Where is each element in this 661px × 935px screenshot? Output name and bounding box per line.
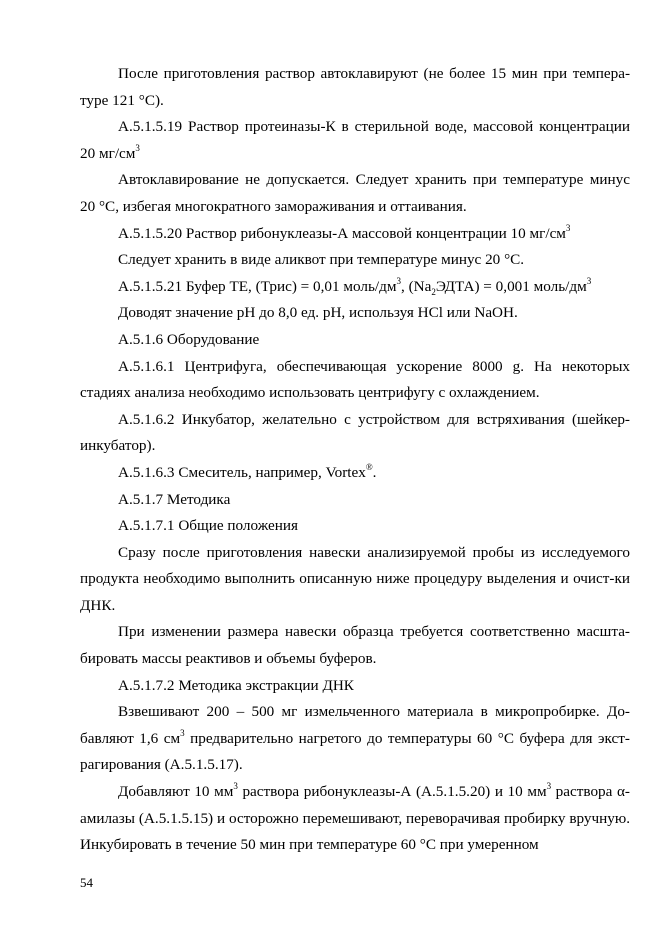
superscript: 3 (546, 781, 552, 792)
paragraph: Сразу после приготовления навески анализируемой пробы из исследуемого продукта необходимо выполнить описанную ниже процедуру выделения и очист-ки ДНК. (80, 543, 630, 614)
paragraph: Взвешивают 200 – 500 мг измельченного материала в микропробирке. До-бавляют 1,6 $см^3$ предварительно нагретого до температуры 60 °С буфера для экст-рагирования (А.5.1.5.17). (80, 703, 630, 774)
superscript: 3 (586, 275, 592, 286)
paragraph: При изменении размера навески образца требуется соответственно масшта-бировать массы реактивов и объемы буферов. (80, 623, 630, 668)
paragraph: А.5.1.6.3 Смеситель, например, Vortex®. (118, 461, 377, 481)
paragraph: А.5.1.5.20 Раствор рибонуклеазы-А массовой концентрации 10 $мг/см^3$ (118, 222, 571, 242)
superscript: 3 (180, 727, 185, 738)
paragraph: Следует хранить в виде аликвот при температуре минус 20 °С. (118, 251, 525, 269)
section-heading: А.5.1.6 Оборудование (118, 330, 260, 348)
trademark-superscript: ® (365, 461, 373, 472)
paragraph: Доводят значение pH до 8,0 ед. pH, используя HCl или NaOH. (118, 304, 518, 322)
superscript: 3 (565, 222, 571, 233)
page-number: 54 (80, 875, 93, 890)
paragraph: А.5.1.6.2 Инкубатор, желательно с устройством для встряхивания (шейкер-инкубатор). (80, 410, 630, 455)
section-heading: А.5.1.7.1 Общие положения (118, 517, 298, 535)
superscript: 3 (396, 275, 401, 286)
section-heading: А.5.1.7.2 Методика экстракции ДНК (118, 676, 354, 694)
paragraph: А.5.1.5.21 Буфер ТЕ, (Трис) = 0,01 моль/$дм^3$, $(Na_2ЭДТА) = 0,001$ моль/$дм^3$ (118, 275, 592, 297)
paragraph: После приготовления раствор автоклавируют (не более 15 мин при темпера-туре 121 °С). (80, 65, 630, 109)
paragraph: Автоклавирование не допускается. Следует хранить при температуре минус 20 °С, избегая многократного замораживания и оттаивания. (80, 171, 630, 215)
paragraph: А.5.1.5.19 Раствор протеиназы-К в стерильной воде, массовой концентрации 20 $мг/см^3$ (80, 118, 630, 162)
paragraph: А.5.1.6.1 Центрифуга, обеспечивающая ускорение 8000 g. На некоторых стадиях анализа необходимо использовать центрифугу с охлаждением. (80, 357, 630, 402)
body-text (80, 61, 630, 859)
paragraph: Добавляют 10 $мм^3$ раствора рибонуклеазы-А (А.5.1.5.20) и 10 $мм^3$ раствора α-амилазы (А.5.1.5.15) и осторожно перемешивают, переворачивая пробирку вручную. Инкубировать в течение 50 мин при температуре 60 °С при умеренном (80, 781, 630, 854)
section-heading: А.5.1.7 Методика (118, 490, 231, 508)
superscript: 3 (233, 781, 238, 792)
subscript: 2 (431, 286, 436, 297)
superscript: 3 (135, 142, 140, 153)
